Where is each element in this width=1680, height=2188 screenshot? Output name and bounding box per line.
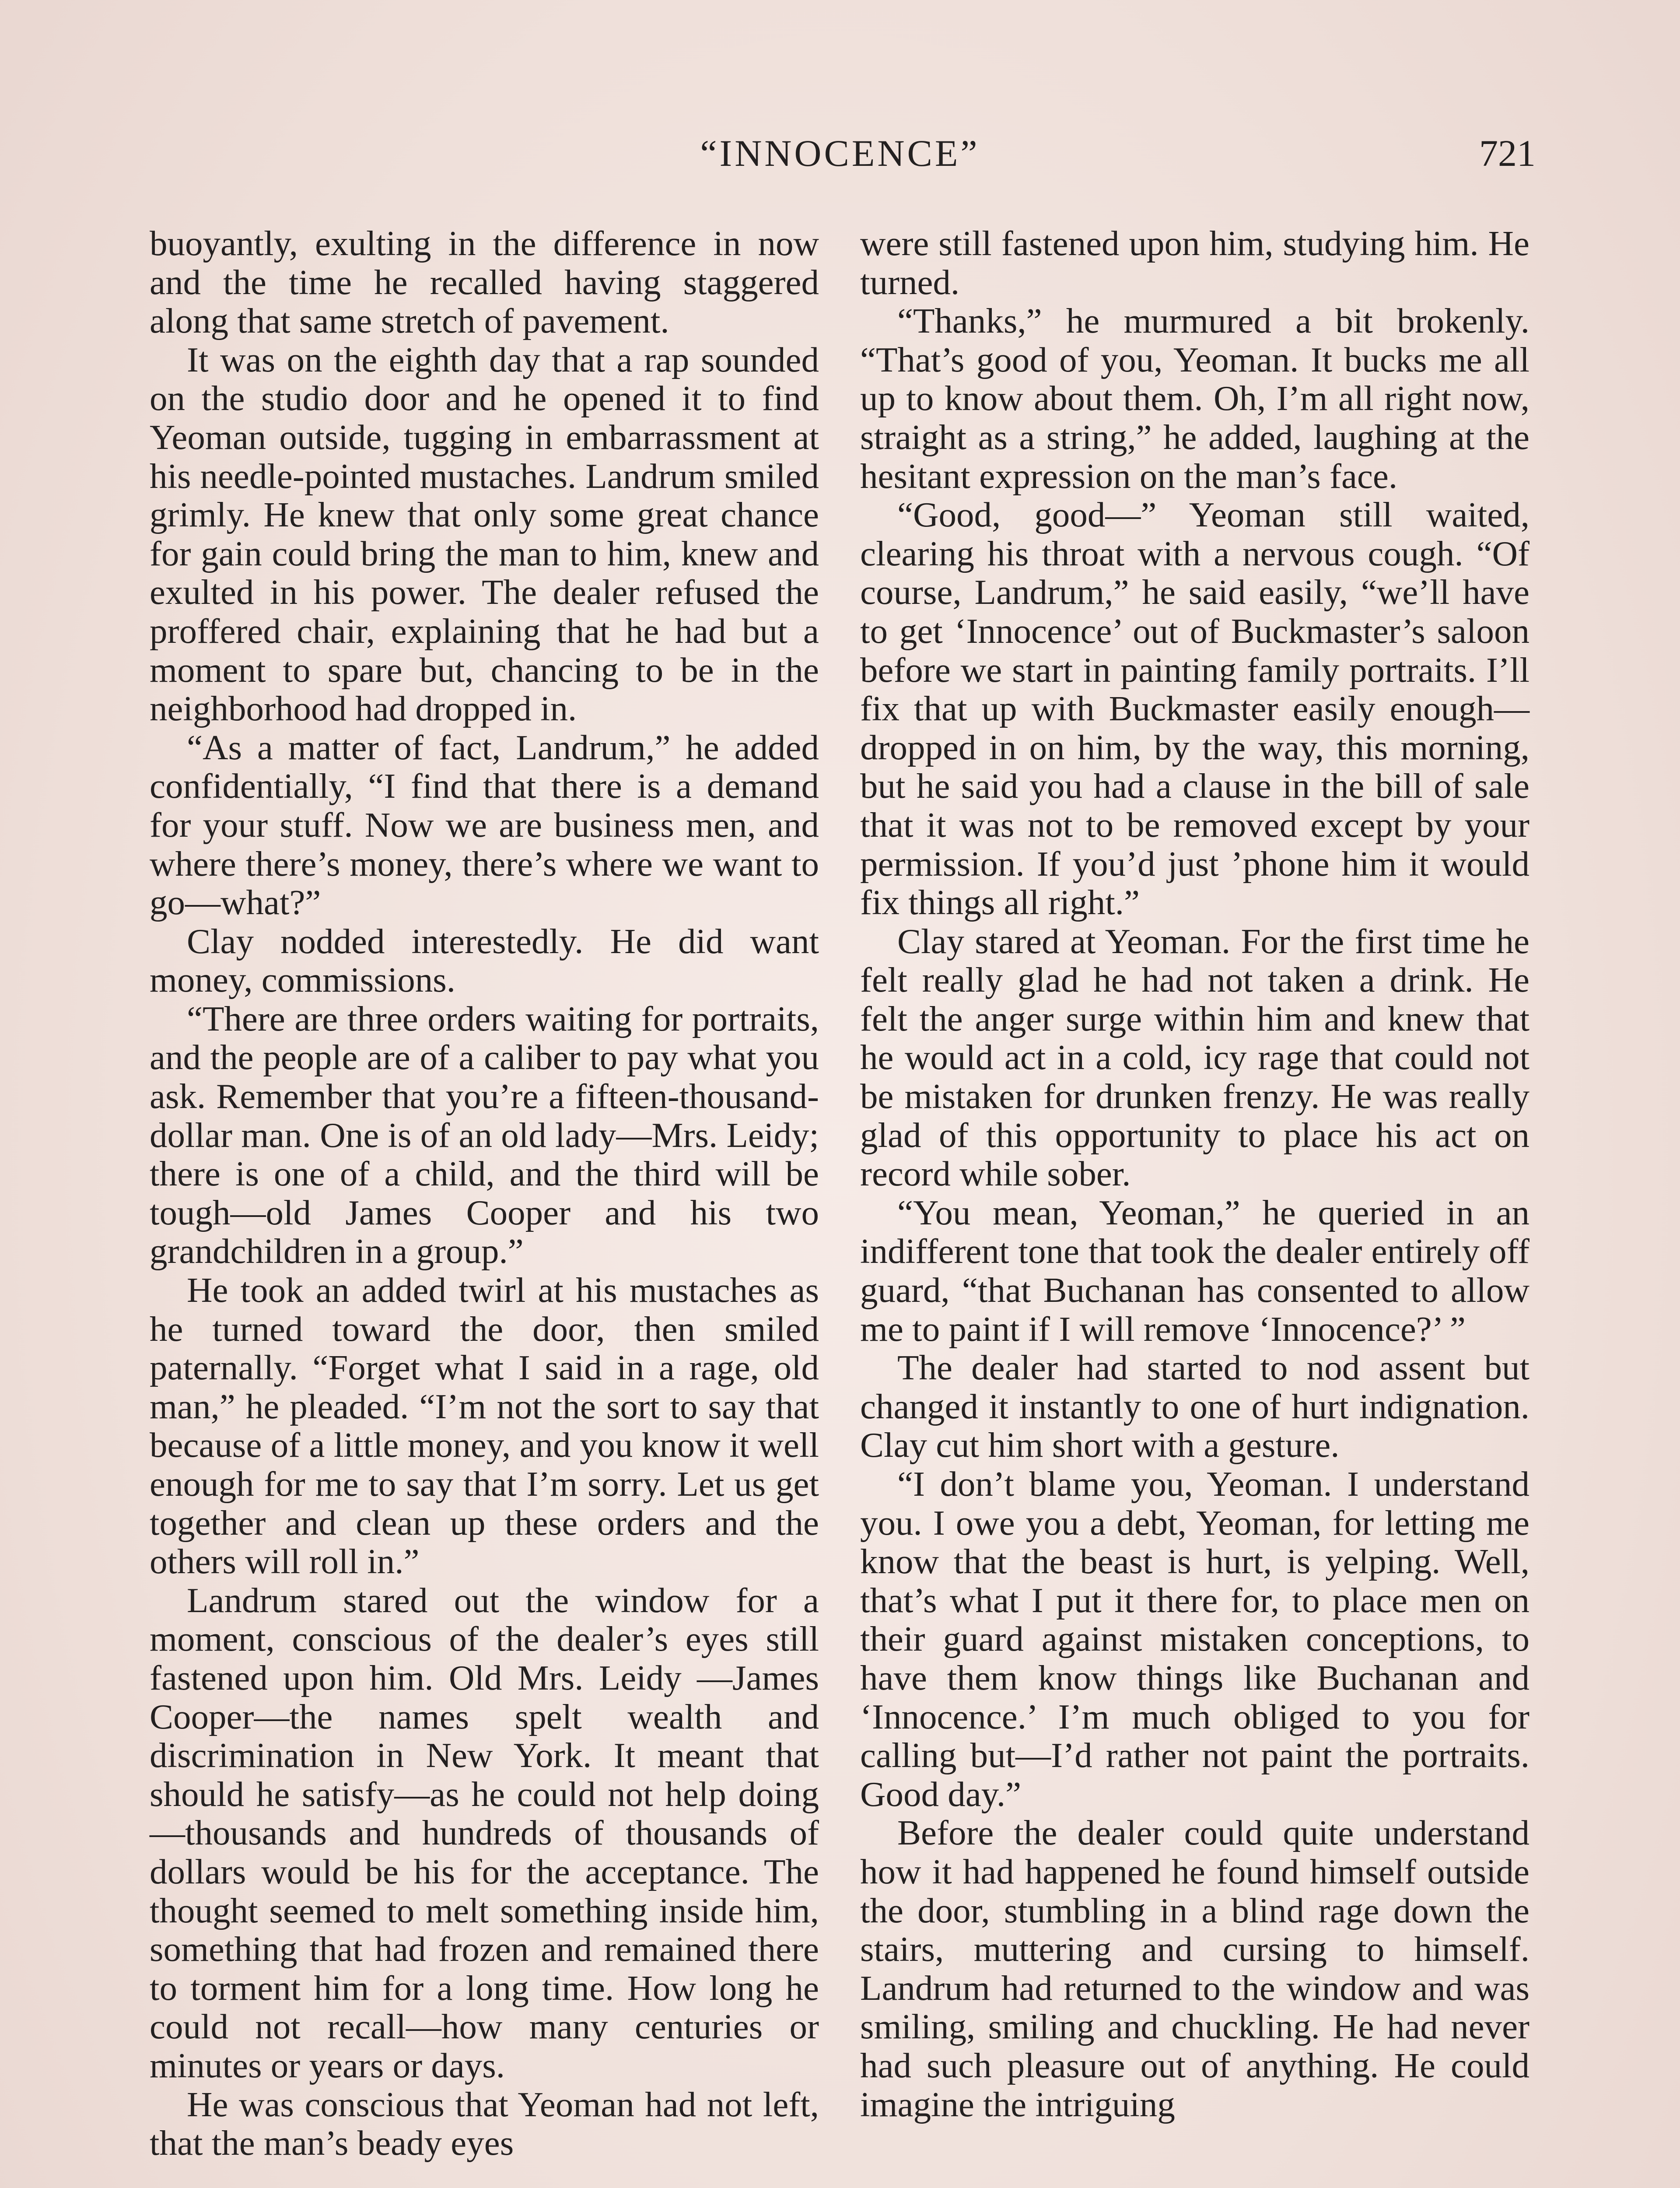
paragraph: “You mean, Yeoman,” he queried in an indifferent tone that took the dealer entirely off guard, “that Buchanan has consented to allow me to paint if I will remove ‘Innocence?’ ” (860, 1192, 1530, 1349)
paragraph: buoyantly, exulting in the difference in now and the time he recalled having staggered along that same stretch of pavement. (150, 224, 819, 341)
paragraph: Clay stared at Yeoman. For the first time he felt really glad he had not taken a drink. He felt the anger surge within him and knew that he would act in a cold, icy rage that could not be mistaken for drunken frenzy. He was really glad of this opportunity to place his act on record while sober. (860, 921, 1530, 1194)
paragraph: Landrum stared out the window for a moment, conscious of the dealer’s eyes still fastened upon him. Old Mrs. Leidy —James Cooper—the names spelt wealth and discrimination in New York. It meant that should he satisfy—as he could not help doing—thousands and hundreds of thousands of dollars would be his for the acceptance. The thought seemed to melt something inside him, something that had frozen and remained there to torment him for a long time. How long he could not recall—how many centuries or minutes or years or days. (150, 1580, 819, 2085)
right-column (860, 224, 1530, 2124)
paragraph: “As a matter of fact, Landrum,” he added confidentially, “I find that there is a demand for your stuff. Now we are business men, and where there’s money, there’s where we want to go—what?” (150, 727, 819, 922)
running-head-title: “INNOCENCE” (700, 132, 980, 174)
paragraph: “Thanks,” he murmured a bit brokenly. “That’s good of you, Yeoman. It bucks me all up to know about them. Oh, I’m all right now, straight as a string,” he added, laughing at the hesitant expression on the man’s face. (860, 301, 1530, 496)
page-number: 721 (1479, 132, 1536, 174)
paragraph: “I don’t blame you, Yeoman. I understand you. I owe you a debt, Yeoman, for letting me know that the beast is hurt, is yelping. Well, that’s what I put it there for, to place men on their guard against mistaken conceptions, to have them know things like Buchanan and ‘Innocence.’ I’m much obliged to you for calling but—I’d rather not paint the portraits. Good day.” (860, 1464, 1530, 1814)
paragraph: It was on the eighth day that a rap sounded on the studio door and he opened it to find Yeoman outside, tugging in embarrassment at his needle-pointed mustaches. Landrum smiled grimly. He knew that only some great chance for gain could bring the man to him, knew and exulted in his power. The dealer refused the proffered chair, explaining that he had but a moment to spare but, chancing to be in the neighborhood had dropped in. (150, 340, 819, 729)
paragraph: He took an added twirl at his mustaches as he turned toward the door, then smiled paternally. “Forget what I said in a rage, old man,” he pleaded. “I’m not the sort to say that because of a little money, and you know it well enough for me to say that I’m sorry. Let us get together and clean up these orders and the others will roll in.” (150, 1270, 819, 1581)
paragraph: He was conscious that Yeoman had not left, that the man’s beady eyes (150, 2084, 819, 2163)
paragraph: The dealer had started to nod assent but changed it instantly to one of hurt indignation. Clay cut him short with a gesture. (860, 1348, 1530, 1465)
left-column (150, 224, 819, 2163)
paragraph: “There are three orders waiting for portraits, and the people are of a caliber to pay what you ask. Remember that you’re a fifteen-thousand-dollar man. One is of an old lady—Mrs. Leidy; there is one of a child, and the third will be tough—old James Cooper and his two grandchildren in a group.” (150, 999, 819, 1271)
paragraph: Clay nodded interestedly. He did want money, commissions. (150, 921, 819, 1000)
paragraph: Before the dealer could quite understand how it had happened he found himself outside the door, stumbling in a blind rage down the stairs, muttering and cursing to himself. Landrum had returned to the window and was smiling, smiling and chuckling. He had never had such pleasure out of anything. He could imagine the intriguing (860, 1813, 1530, 2124)
paragraph: were still fastened upon him, studying him. He turned. (860, 224, 1530, 302)
paragraph: “Good, good—” Yeoman still waited, clearing his throat with a nervous cough. “Of course, Landrum,” he said easily, “we’ll have to get ‘Innocence’ out of Buckmaster’s saloon before we start in painting family portraits. I’ll fix that up with Buckmaster easily enough—dropped in on him, by the way, this morning, but he said you had a clause in the bill of sale that it was not to be removed except by your permission. If you’d just ’phone him it would fix things all right.” (860, 495, 1530, 922)
